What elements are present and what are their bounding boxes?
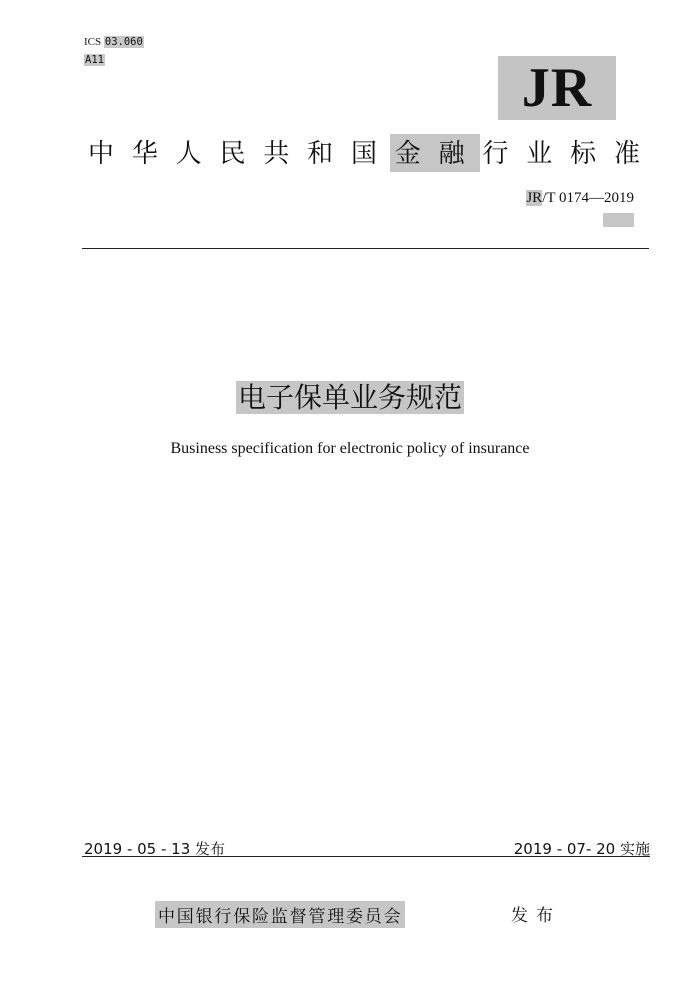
title-char: 准 xyxy=(613,139,640,169)
issuing-authority: 中国银行保险监督管理委员会 xyxy=(155,901,405,928)
ics-classification xyxy=(84,36,144,48)
standard-title xyxy=(84,134,644,174)
title-char: 中 xyxy=(88,139,115,169)
jr-logo: JR xyxy=(498,56,616,120)
standard-code-prefix: JR xyxy=(526,190,543,206)
title-char: 标 xyxy=(570,139,597,169)
title-char: 行 xyxy=(482,139,509,169)
title-char: 业 xyxy=(526,139,553,169)
replacement-mark xyxy=(603,213,634,227)
standard-code xyxy=(526,190,634,207)
footer-divider xyxy=(82,856,650,857)
document-title xyxy=(0,377,700,419)
header-divider xyxy=(82,248,649,249)
title-char: 国 xyxy=(350,139,377,169)
title-char: 和 xyxy=(307,139,334,169)
title-char: 金 xyxy=(394,139,421,169)
category-code: A11 xyxy=(85,54,104,66)
publish-date: 2019 - 05 - 13 发布 xyxy=(84,840,226,858)
title-char: 民 xyxy=(219,139,246,169)
standard-code-number: /T 0174—2019 xyxy=(542,190,634,206)
issue-label: 发布 xyxy=(511,906,561,926)
document-subtitle: Business specification for electronic policy of insurance xyxy=(170,440,530,457)
implementation-date: 2019 - 07- 20 实施 xyxy=(513,840,650,858)
title-char: 人 xyxy=(175,139,202,169)
title-char: 共 xyxy=(263,139,290,169)
document-title-text: 电子保单业务规范 xyxy=(237,381,462,414)
ics-code: 03.060 xyxy=(104,36,143,48)
ics-label: ICS xyxy=(84,36,102,48)
title-char: 华 xyxy=(131,139,158,169)
title-char: 融 xyxy=(438,139,465,169)
